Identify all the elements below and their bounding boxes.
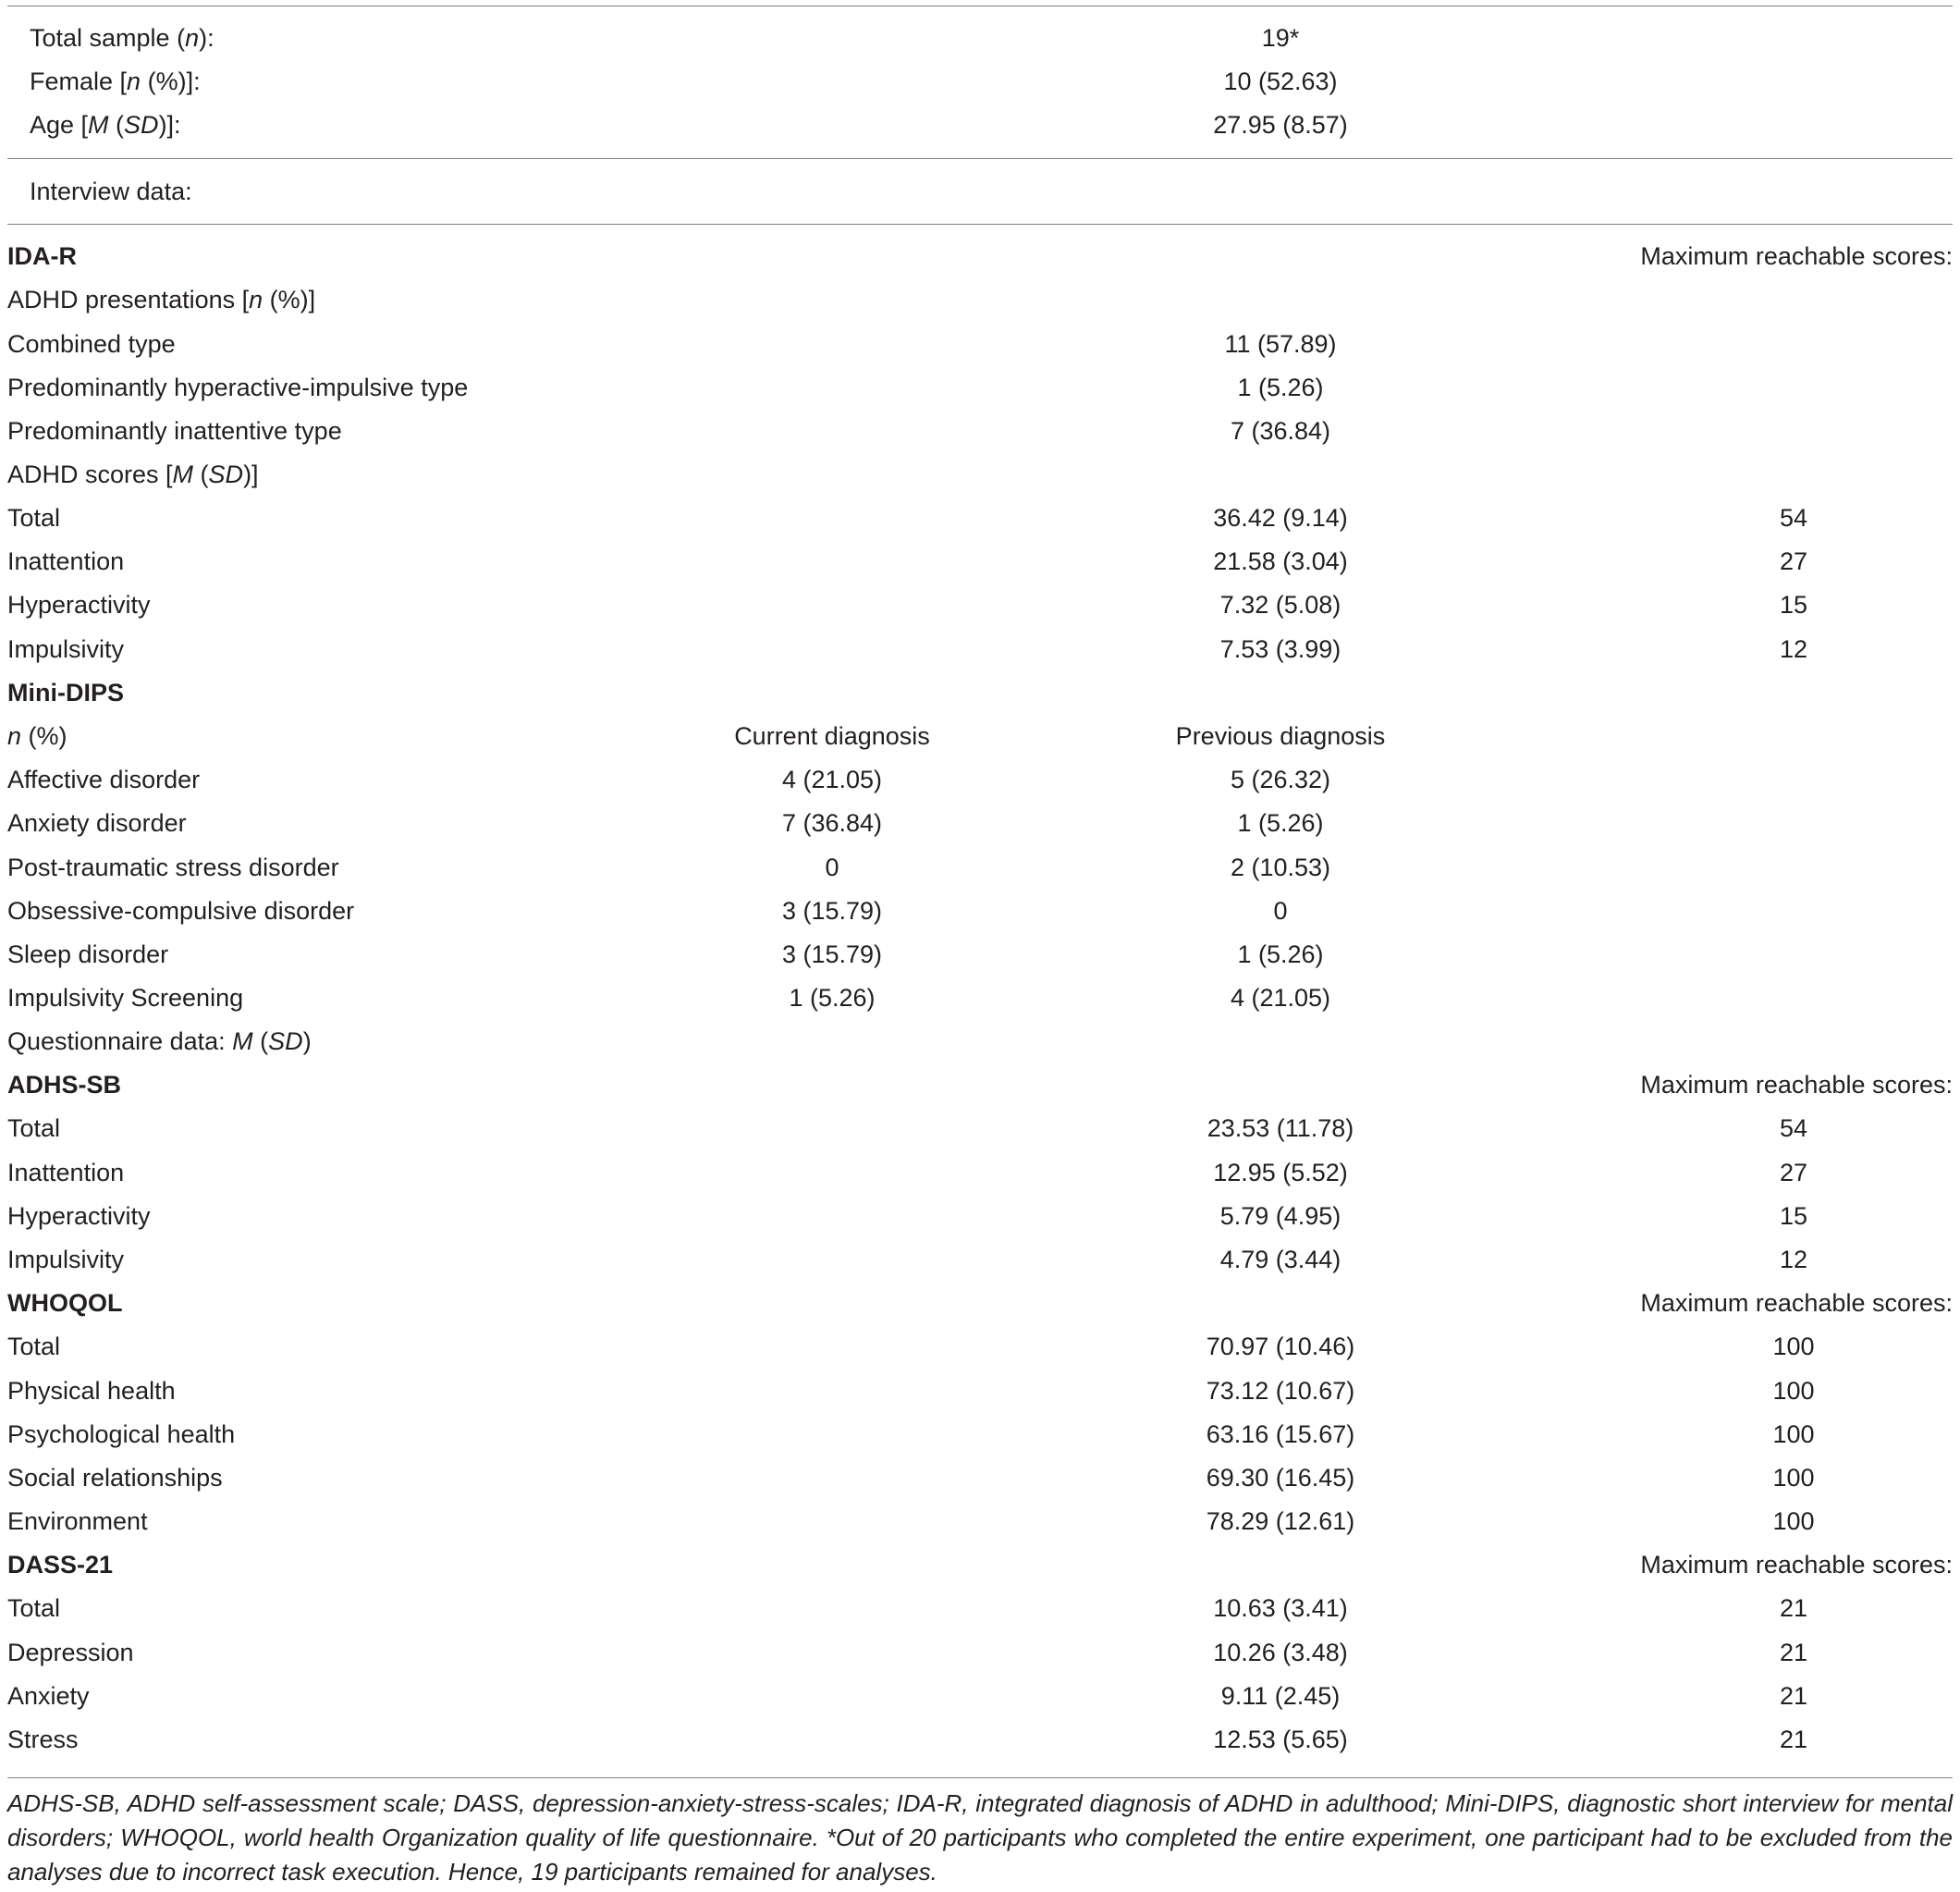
row-label: Combined type [7,330,176,358]
table-row: Environment 78.29 (12.61) 100 [0,1500,1960,1542]
row-label: Impulsivity [7,635,125,663]
mini-dips-columns-row: n (%) Current diagnosis Previous diagnosis [0,715,1960,757]
row-label: Total [7,1114,61,1142]
total-sample-label: Total sample (n): [30,24,214,52]
row-label: Predominantly inattentive type [7,417,342,445]
table-row: Impulsivity Screening 1 (5.26) 4 (21.05) [0,977,1960,1019]
table-row: Social relationships 69.30 (16.45) 100 [0,1456,1960,1499]
whoqol-max-label: Maximum reachable scores: [1640,1289,1953,1317]
row-label: Affective disorder [7,766,201,793]
table-row: Inattention 21.58 (3.04) 27 [0,540,1960,583]
female-label: Female [n (%)]: [30,68,201,95]
table-row: Impulsivity 7.53 (3.99) 12 [0,628,1960,670]
row-label: Social relationships [7,1464,223,1492]
table-row: Affective disorder 4 (21.05) 5 (26.32) [0,758,1960,801]
table-row: Impulsivity 4.79 (3.44) 12 [0,1238,1960,1281]
table-row: Combined type 11 (57.89) [0,323,1960,365]
table-row: Psychological health 63.16 (15.67) 100 [0,1413,1960,1456]
table-row: Predominantly hyperactive-impulsive type 1 (5.26) [0,366,1960,409]
table-row: Anxiety 9.11 (2.45) 21 [0,1675,1960,1717]
row-total-sample: Total sample (n): 19* [0,17,1960,59]
ida-r-scores-label: ADHD scores [M (SD)] [7,461,259,488]
table-row: Hyperactivity 7.32 (5.08) 15 [0,584,1960,626]
table-row: Sleep disorder 3 (15.79) 1 (5.26) [0,933,1960,976]
adhs-sb-title: ADHS-SB [7,1071,122,1099]
questionnaire-label: Questionnaire data: M (SD) [7,1027,312,1055]
ida-r-scores-row [0,453,1960,496]
row-label: Psychological health [7,1420,236,1448]
row-label: Predominantly hyperactive-impulsive type [7,374,469,401]
row-label: Physical health [7,1377,176,1405]
adhs-sb-max-label: Maximum reachable scores: [1640,1071,1953,1099]
table-row: Depression 10.26 (3.48) 21 [0,1631,1960,1674]
table-row: Total 10.63 (3.41) 21 [0,1587,1960,1629]
row-label: Sleep disorder [7,940,169,968]
table-row: Anxiety disorder 7 (36.84) 1 (5.26) [0,802,1960,844]
row-label: Post-traumatic stress disorder [7,854,339,881]
row-label: Hyperactivity [7,591,151,619]
age-label: Age [M (SD)]: [30,111,181,139]
row-label: Inattention [7,1159,125,1186]
row-label: Hyperactivity [7,1202,151,1230]
table-row: Physical health 73.12 (10.67) 100 [0,1370,1960,1412]
row-label: Stress [7,1726,79,1753]
table-row: Hyperactivity 5.79 (4.95) 15 [0,1195,1960,1237]
rule-after-interview [7,224,1953,225]
table-row: Post-traumatic stress disorder 0 2 (10.53) [0,846,1960,889]
table-row: Total 23.53 (11.78) 54 [0,1107,1960,1149]
table-row: Stress 12.53 (5.65) 21 [0,1718,1960,1761]
row-label: Environment [7,1507,148,1535]
row-label: Anxiety disorder [7,809,187,837]
row-label: Total [7,1594,61,1622]
questionnaire-row [0,1020,1960,1063]
ida-r-title: IDA-R [7,242,77,270]
table-row: Total 36.42 (9.14) 54 [0,497,1960,539]
row-female: Female [n (%)]: 10 (52.63) [0,60,1960,103]
rule-after-summary [7,158,1953,159]
row-label: Depression [7,1639,134,1666]
row-label: Inattention [7,547,125,575]
table-row: Obsessive-compulsive disorder 3 (15.79) 0 [0,890,1960,932]
row-age: Age [M (SD)]: 27.95 (8.57) [0,104,1960,146]
whoqol-header-row [0,1282,1960,1324]
row-interview-data [0,170,1960,213]
interview-data-label: Interview data: [30,178,192,205]
row-label: Total [7,504,61,532]
dass21-header-row [0,1543,1960,1586]
row-label: Obsessive-compulsive disorder [7,897,355,925]
adhs-sb-header-row [0,1063,1960,1106]
ida-r-header-row [0,235,1960,277]
table-footnote: ADHS-SB, ADHD self-assessment scale; DASS, depression-anxiety-stress-scales; IDA-R, integrated diagnosis of ADHD in adulthood; Mini-DIPS, diagnostic short interview for mental disorders; WHOQOL, world health Organization quality of life questionnaire. *Out of 20 participants who completed the entire experiment, one participant had to be excluded from the analyses due to incorrect task execution. Hence, 19 participants remained for analyses. [7,1789,1953,1886]
table-row: Predominantly inattentive type 7 (36.84) [0,410,1960,452]
bottom-rule [7,1777,1953,1778]
row-label: Total [7,1333,61,1360]
row-label: Anxiety [7,1682,90,1710]
row-label: Impulsivity Screening [7,984,244,1012]
whoqol-title: WHOQOL [7,1289,123,1317]
dass21-title: DASS-21 [7,1551,114,1579]
mini-dips-title: Mini-DIPS [7,679,124,706]
ida-r-presentations-row [0,278,1960,321]
ida-r-max-label: Maximum reachable scores: [1640,242,1953,270]
mini-dips-header-row [0,671,1960,714]
table-row: Total 70.97 (10.46) 100 [0,1325,1960,1368]
dass21-max-label: Maximum reachable scores: [1640,1551,1953,1579]
ida-r-presentations-label: ADHD presentations [n (%)] [7,286,316,313]
mini-dips-n-label: n (%) [7,722,67,750]
table-row: Inattention 12.95 (5.52) 27 [0,1151,1960,1194]
row-label: Impulsivity [7,1246,125,1273]
